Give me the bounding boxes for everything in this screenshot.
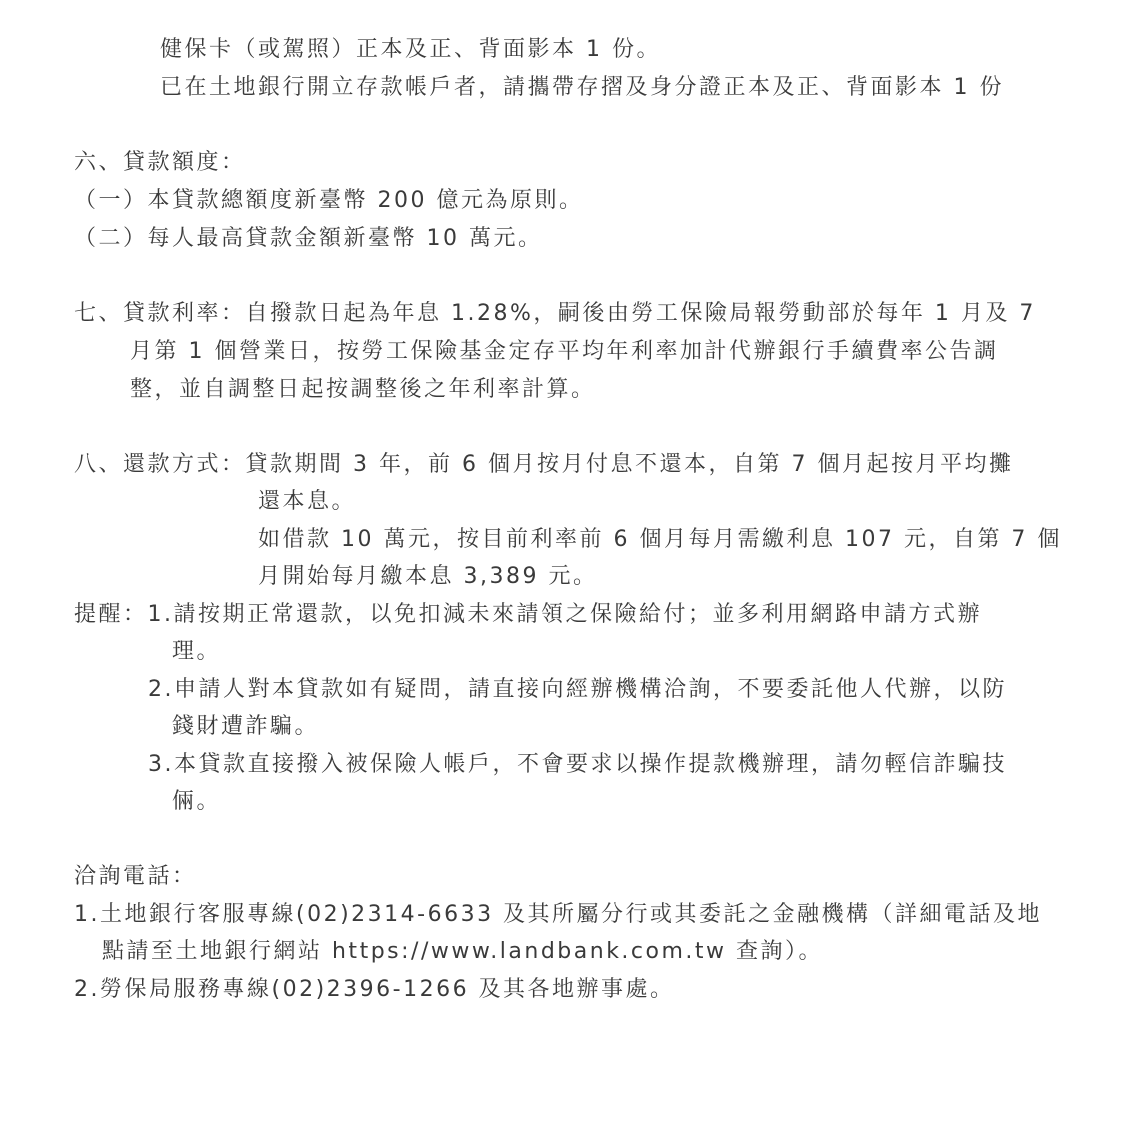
reminder-line: 倆。 [172,789,222,814]
reminder-line: 3.本貸款直接撥入被保險人帳戶，不會要求以操作提款機辦理，請勿輕信詐騙技 [148,752,1007,777]
reminder-line: 理。 [172,639,222,664]
paragraph-line: 如借款 10 萬元，按目前利率前 6 個月每月需繳利息 107 元，自第 7 個 [258,527,1062,552]
section-heading: 六、貸款額度： [74,150,246,175]
list-item: （一）本貸款總額度新臺幣 200 億元為原則。 [74,188,584,213]
intro-line: 已在土地銀行開立存款帳戶者，請攜帶存摺及身分證正本及正、背面影本 1 份 [160,75,1004,100]
list-item: （二）每人最高貸款金額新臺幣 10 萬元。 [74,226,543,251]
paragraph-line: 月第 1 個營業日，按勞工保險基金定存平均年利率加計代辦銀行手續費率公告調 [130,339,999,364]
contact-heading: 洽詢電話： [74,864,197,889]
contact-line: 1.土地銀行客服專線(02)2314-6633 及其所屬分行或其委託之金融機構（詳細電話及地 [74,902,1043,927]
reminder-line: 錢財遭詐騙。 [172,714,320,739]
paragraph-line: 還本息。 [258,489,357,514]
paragraph-line: 月開始每月繳本息 3,389 元。 [258,564,598,589]
reminder-line: 2.申請人對本貸款如有疑問，請直接向經辦機構洽詢，不要委託他人代辦，以防 [148,677,1007,702]
contact-line: 點請至土地銀行網站 https://www.landbank.com.tw 查詢）。 [102,939,824,964]
section-heading: 七、貸款利率：自撥款日起為年息 1.28%，嗣後由勞工保險局報勞動部於每年 1 月及 7 [74,301,1036,326]
intro-line: 健保卡（或駕照）正本及正、背面影本 1 份。 [160,37,661,62]
paragraph-line: 整，並自調整日起按調整後之年利率計算。 [130,377,596,402]
reminder-line: 提醒：1.請按期正常還款，以免扣減未來請領之保險給付；並多利用網路申請方式辦 [74,602,982,627]
contact-line: 2.勞保局服務專線(02)2396-1266 及其各地辦事處。 [74,977,675,1002]
section-heading: 八、還款方式：貸款期間 3 年，前 6 個月按月付息不還本，自第 7 個月起按月平均攤 [74,452,1014,477]
